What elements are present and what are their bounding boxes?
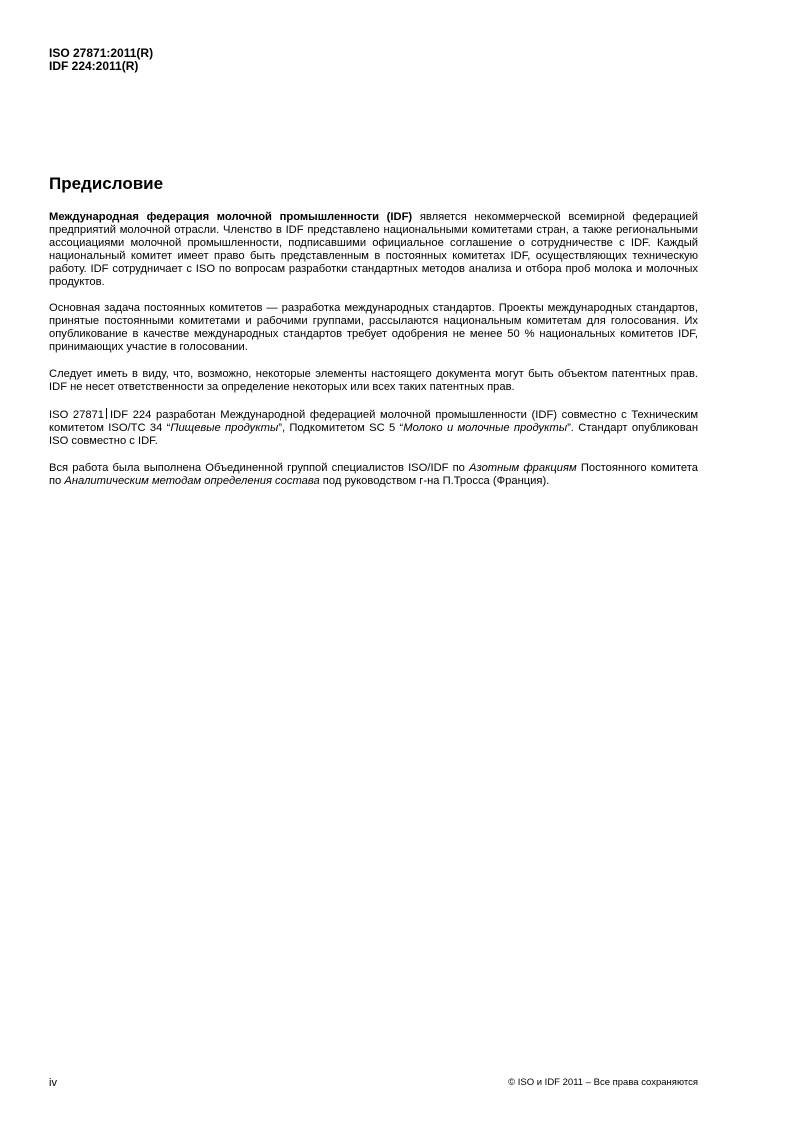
paragraph-text: разработан Международной федерацией молочной промышленности (IDF) совместно с Техническим комитетом ISO/TC 34 “ (49, 408, 699, 434)
copyright-notice: © ISO и IDF 2011 – Все права сохраняются (508, 1077, 698, 1088)
idf-number: IDF 224 (110, 408, 152, 421)
idf-name-bold: Международная федерация молочной промышленности (IDF) (49, 211, 413, 223)
subcommittee-name-italic: Молоко и молочные продукты (403, 421, 568, 434)
page-number: iv (49, 1077, 57, 1089)
paragraph-committees: Основная задача постоянных комитетов — разработка международных стандартов. Проекты международных стандартов, принятые постоянными комитетами и рабочими группами, рассылаются национальным комитетам для голосования. Их опубликование в качестве международных стандартов требует одобрения не менее 50 % национальных комитетов IDF, принимающих участие в голосовании. (49, 302, 698, 354)
iso-number: ISO 27871 (49, 408, 105, 421)
paragraph-development (49, 408, 698, 448)
committee-name-italic: Пищевые продукты (170, 421, 279, 434)
group-name-italic: Азотным фракциям (469, 461, 577, 474)
paragraph-text: ”, Подкомитетом SC 5 “ (278, 421, 404, 434)
idf-designation: IDF 224:2011(R) (49, 59, 139, 73)
document-header (49, 47, 153, 73)
paragraph-text: Постоянного комитета по (49, 461, 698, 487)
separator-bar (106, 408, 107, 419)
iso-designation: ISO 27871:2011(R) (49, 46, 154, 60)
paragraph-patents: Следует иметь в виду, что, возможно, некоторые элементы настоящего документа могут быть объектом патентных прав. IDF не несет ответственности за определение некоторых или всех таких патентных прав. (49, 368, 698, 393)
paragraph-idf-intro (49, 211, 698, 288)
committee-name-italic: Аналитическим методам определения состава (64, 474, 320, 487)
paragraph-work-group (49, 462, 698, 488)
paragraph-text: Вся работа была выполнена Объединенной группой специалистов ISO/IDF по (49, 461, 470, 474)
paragraph-text: является некоммерческой всемирной федерацией предприятий молочной отрасли. Членство в IDF представлено национальными комитетами стран, а также региональными ассоциациями молочной промышленности, подписавшими официальное соглашение о сотрудничестве с IDF. Каждый национальный комитет имеет право быть представленным в постоянных комитетах IDF, осуществляющих техническую работу. IDF сотрудничает с ISO по вопросам разработки стандартных методов анализа и отбора проб молока и молочных продуктов. (49, 211, 698, 288)
paragraph-text: ”. Стандарт опубликован ISO совместно с IDF. (49, 421, 699, 447)
foreword-body (49, 211, 698, 501)
paragraph-text: под руководством г-на П.Тросса (Франция). (319, 474, 550, 487)
page-title: Предисловие (49, 174, 164, 193)
